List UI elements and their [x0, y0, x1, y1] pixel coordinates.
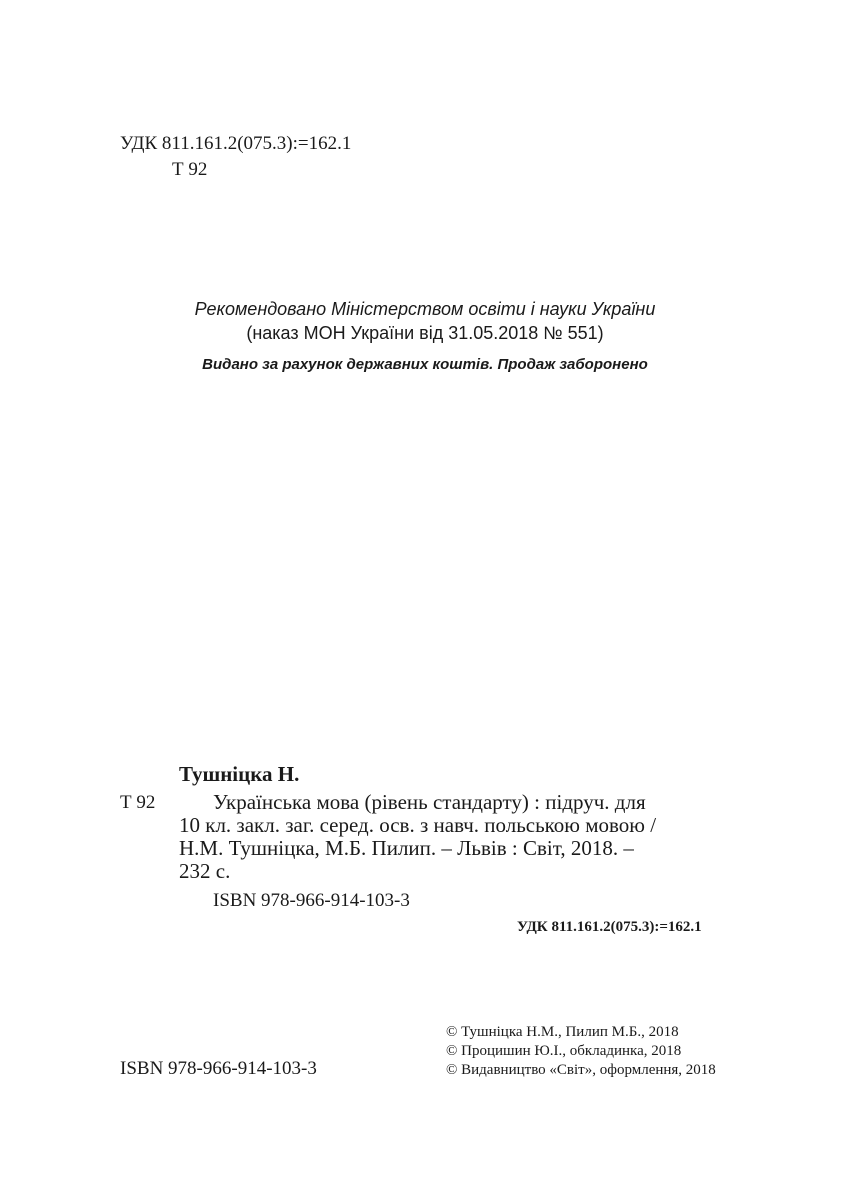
udk-code-header: УДК 811.161.2(075.3):=162.1 — [120, 133, 352, 154]
ministry-order: (наказ МОН України від 31.05.2018 № 551) — [246, 323, 604, 343]
author-name: Тушніцка Н. — [179, 762, 300, 786]
copyright-line: © Тушніцка Н.М., Пилип М.Б., 2018 — [446, 1024, 679, 1040]
bibliographic-line: 232 с. — [179, 859, 231, 883]
bibliographic-line: Н.М. Тушніцка, М.Б. Пилип. – Львів : Світ, 2018. – — [179, 836, 634, 860]
copyright-line: © Процишин Ю.І., обкладинка, 2018 — [446, 1043, 682, 1059]
bibliographic-line: Українська мова (рівень стандарту) : підруч. для — [213, 790, 646, 814]
isbn-bibliographic: ISBN 978-966-914-103-3 — [213, 890, 410, 911]
isbn-footer: ISBN 978-966-914-103-3 — [120, 1058, 317, 1079]
copyright-line: © Видавництво «Світ», оформлення, 2018 — [446, 1062, 716, 1078]
udk-code-bibliographic: УДК 811.161.2(075.3):=162.1 — [517, 919, 702, 935]
cutter-number-header: Т 92 — [172, 159, 208, 180]
bibliographic-line: 10 кл. закл. заг. серед. осв. з навч. польською мовою / — [179, 813, 657, 837]
not-for-sale-notice: Видано за рахунок державних коштів. Продаж заборонено — [202, 356, 648, 373]
ministry-recommendation: Рекомендовано Міністерством освіти і науки України — [194, 299, 656, 319]
cutter-number-bibliographic: Т 92 — [120, 792, 156, 813]
